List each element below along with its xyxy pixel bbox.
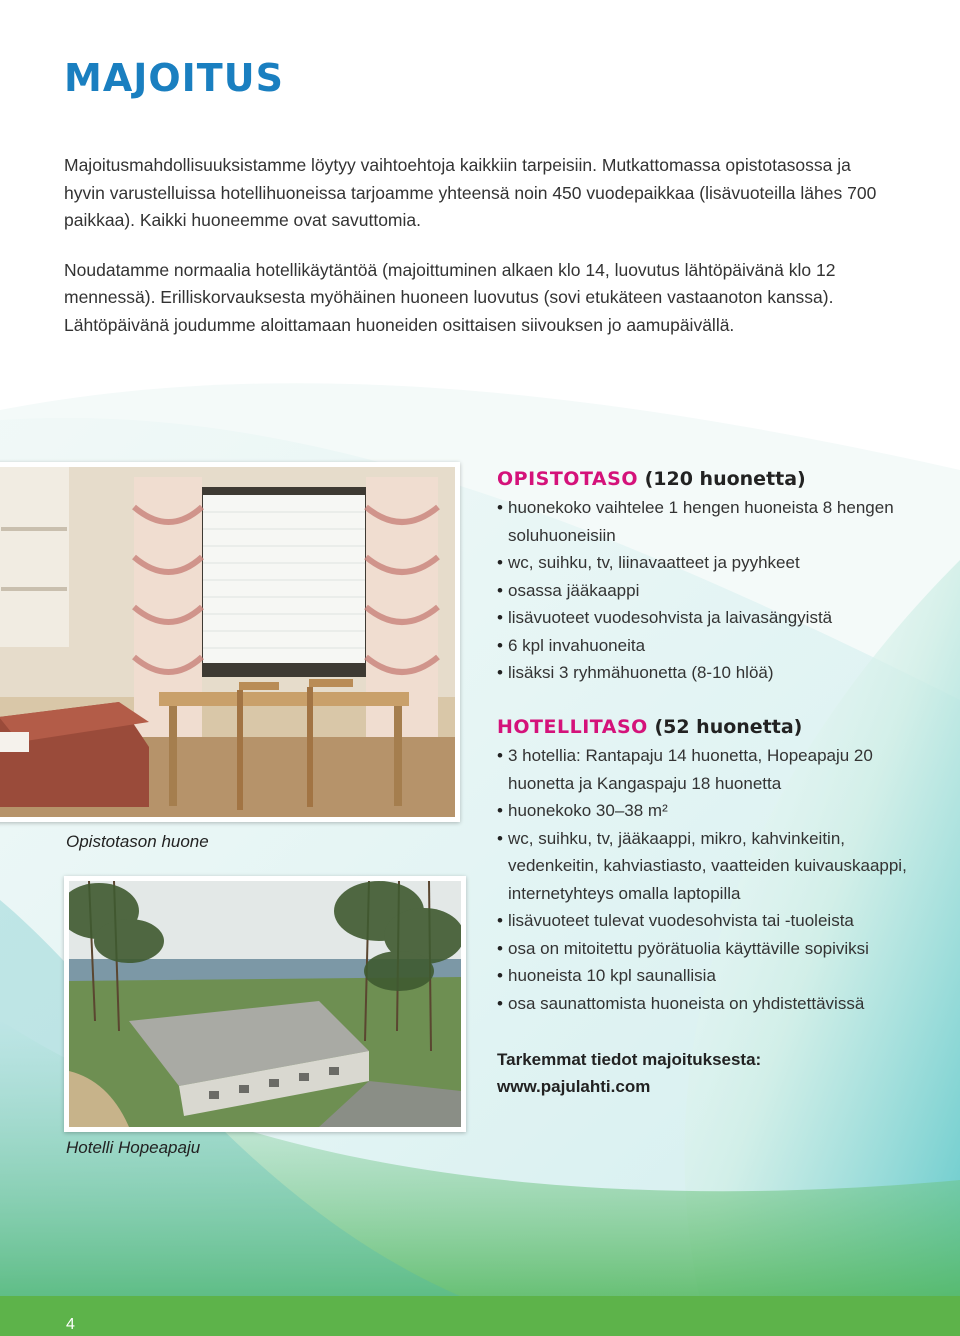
more-info-link[interactable]: www.pajulahti.com	[497, 1077, 651, 1096]
list-item: • huoneista 10 kpl saunallisia	[497, 962, 937, 990]
hotellitaso-title: HOTELLITASO	[497, 716, 648, 738]
list-item: • osassa jääkaappi	[497, 577, 937, 605]
list-item: • huonekoko 30–38 m²	[497, 797, 937, 825]
more-info	[497, 1046, 761, 1100]
intro-text	[64, 152, 894, 361]
opistotaso-list	[497, 494, 937, 687]
list-item: • 3 hotellia: Rantapaju 14 huonetta, Hopeapaju 20 huonetta ja Kangaspaju 18 huonetta	[497, 742, 937, 797]
list-item: • lisävuoteet vuodesohvista ja laivasängyistä	[497, 604, 937, 632]
hotellitaso-count: (52 huonetta)	[654, 716, 803, 738]
page-number: 4	[66, 1316, 75, 1333]
room-photo-image	[0, 467, 455, 817]
intro-paragraph: Noudatamme normaalia hotellikäytäntöä (majoittuminen alkaen klo 14, luovutus lähtöpäivänä klo 12 mennessä). Erilliskorvauksesta myöhäinen huoneen luovutus (sovi etukäteen vastaanoton kanssa). Lähtöpäivänä joudumme aloittamaan huoneiden osittaisen siivouksen jo aamupäivällä.	[64, 259, 836, 335]
hotellitaso-list	[497, 742, 937, 1017]
list-item: • 6 kpl invahuoneita	[497, 632, 937, 660]
page-title: MAJOITUS	[64, 56, 284, 100]
opistotaso-heading	[497, 468, 937, 490]
list-item: • wc, suihku, tv, jääkaappi, mikro, kahvinkeitin, vedenkeitin, kahviastiasto, vaatteiden kuivauskaappi, internetyhteys omalla laptopilla	[497, 825, 937, 908]
opistotaso-title: OPISTOTASO	[497, 468, 638, 490]
hotellitaso-section	[497, 716, 937, 1017]
list-item: • wc, suihku, tv, liinavaatteet ja pyyhkeet	[497, 549, 937, 577]
hotel-photo-caption: Hotelli Hopeapaju	[66, 1138, 201, 1157]
list-item: • osa saunattomista huoneista on yhdistettävissä	[497, 990, 937, 1018]
intro-paragraph: Majoitusmahdollisuuksistamme löytyy vaihtoehtoja kaikkiin tarpeisiin. Mutkattomassa opistotasossa ja hyvin varustelluissa hotellihuoneissa tarjoamme yhteensä noin 450 vuodepaikkaa (lisävuoteilla lähes 700 paikkaa). Kaikki huoneemme ovat savuttomia.	[64, 155, 877, 230]
list-item: • lisäksi 3 ryhmähuonetta (8-10 hlöä)	[497, 659, 937, 687]
more-info-label: Tarkemmat tiedot majoituksesta:	[497, 1050, 762, 1069]
opistotaso-count: (120 huonetta)	[644, 468, 806, 490]
page-footer-bar	[0, 1296, 960, 1336]
opistotaso-section	[497, 468, 937, 687]
list-item: • huonekoko vaihtelee 1 hengen huoneista 8 hengen soluhuoneisiin	[497, 494, 937, 549]
hotel-photo-image	[69, 881, 461, 1127]
list-item: • lisävuoteet tulevat vuodesohvista tai -tuoleista	[497, 907, 937, 935]
hotel-photo	[64, 876, 466, 1132]
room-photo-caption: Opistotason huone	[66, 832, 209, 851]
room-photo	[0, 462, 460, 822]
hotellitaso-heading	[497, 716, 937, 738]
list-item: • osa on mitoitettu pyörätuolia käyttäville sopiviksi	[497, 935, 937, 963]
